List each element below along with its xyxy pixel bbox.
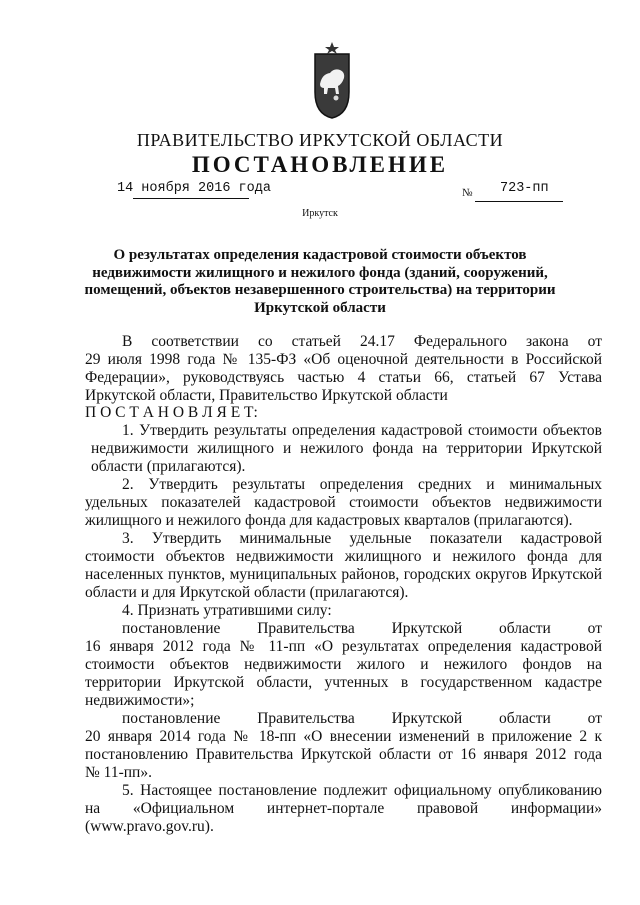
body-line: 1. Утвердить результаты определения кадастровой стоимости объектов <box>122 422 602 439</box>
body-line: стоимости объектов недвижимости жилого и нежилого фондов на <box>85 656 602 673</box>
title-line: помещений, объектов незавершенного строительства) на территории <box>84 282 556 298</box>
title-line: О результатах определения кадастровой стоимости объектов <box>113 247 527 263</box>
body-line: 5. Настоящее постановление подлежит официальному опубликованию <box>122 782 602 799</box>
body-line: стоимости объектов недвижимости жилищного и нежилого фонда для <box>85 548 602 565</box>
decree-keyword: П О С Т А Н О В Л Я Е Т: <box>85 404 258 421</box>
body-line: (www.pravo.gov.ru). <box>85 818 214 835</box>
body-line: на «Официальном интернет-портале правовой информации» <box>85 800 602 817</box>
body-line: населенных пунктов, муниципальных районов, городских округов Иркутской <box>85 566 602 583</box>
document-number: 723-пп <box>500 181 549 196</box>
body-line: № 11-пп». <box>85 764 152 781</box>
body-line: жилищного и нежилого фонда для кадастровых кварталов (прилагаются). <box>85 512 573 529</box>
body-line: В соответствии со статьей 24.17 Федерального закона от <box>122 333 602 350</box>
body-line: территории Иркутской области, учтенных в государственном кадастре <box>85 674 602 691</box>
date-underline <box>133 198 249 199</box>
body-line: удельных показателей кадастровой стоимости объектов недвижимости <box>85 494 602 511</box>
body-line: 29 июля 1998 года № 135-ФЗ «Об оценочной деятельности в Российской <box>85 351 602 368</box>
number-sign: № <box>462 187 473 199</box>
title-line: недвижимости жилищного и нежилого фонда (зданий, сооружений, <box>92 264 548 281</box>
body-line: постановление Правительства Иркутской области от <box>122 620 602 637</box>
body-line: Федерации», руководствуясь частью 4 статьи 66, статьей 67 Устава <box>85 369 602 386</box>
body-line: 20 января 2014 года № 18-пп «О внесении изменений в приложение 2 к <box>85 728 602 745</box>
body-line: постановлению Правительства Иркутской области от 16 января 2012 года <box>85 746 602 763</box>
body-line: недвижимости жилищного и нежилого фонда на территории Иркутской <box>91 440 602 457</box>
document-title <box>0 247 640 317</box>
body-line: области (прилагаются). <box>91 458 246 475</box>
city-name: Иркутск <box>302 208 338 219</box>
body-line: постановление Правительства Иркутской области от <box>122 710 602 727</box>
body-line: недвижимости»; <box>85 692 195 709</box>
body-line: 3. Утвердить минимальные удельные показатели кадастровой <box>122 530 602 547</box>
body-line: 2. Утвердить результаты определения средних и минимальных <box>122 476 602 493</box>
government-name: ПРАВИТЕЛЬСТВО ИРКУТСКОЙ ОБЛАСТИ <box>136 130 504 150</box>
body-line: 16 января 2012 года № 11-пп «О результатах определения кадастровой <box>85 638 602 655</box>
body-line: 4. Признать утратившими силу: <box>122 602 332 619</box>
body-line: области и для Иркутской области (прилагаются). <box>85 584 409 601</box>
number-underline <box>475 201 563 202</box>
coat-of-arms-emblem <box>312 40 352 120</box>
document-type: ПОСТАНОВЛЕНИЕ <box>191 152 449 177</box>
body-line: Иркутской области, Правительство Иркутской области <box>85 387 448 404</box>
document-date: 14 ноября 2016 года <box>117 181 271 196</box>
title-line: Иркутской области <box>254 299 386 316</box>
